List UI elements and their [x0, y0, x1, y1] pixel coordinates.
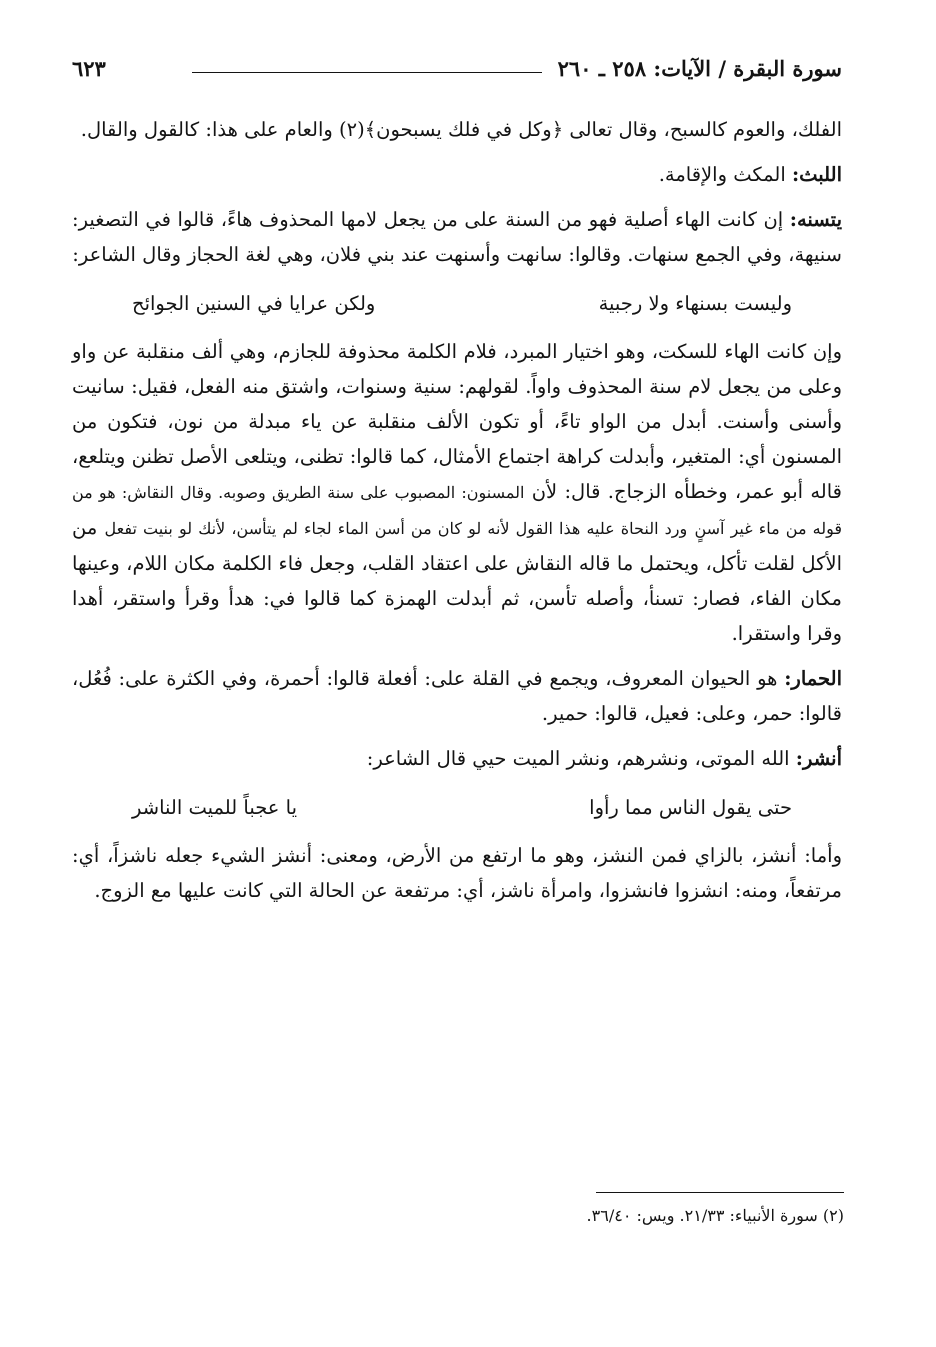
text-line: الكثرة على: فُعُل، قالوا: حمر، وعلى: فعيل، قالوا: حمير. [72, 667, 842, 725]
text-line: الفعل، فقيل: سانيت وأسنى وأسنت. أبدل من الواو تاءً، أو تكون الألف منقلبة عن ياء [72, 375, 842, 433]
text-line: من الأكل لقلت تأكل، ويحتمل ما قاله النقاش على اعتقاد القلب، وجعل فاء الكلمة مكان [72, 516, 843, 575]
text-line: قالوا: تظنى، ويتلعى الأصل تظنن ويتلعع، قاله أبو عمر، وخطأه الزجاج. قال: لأن [72, 445, 842, 503]
verse-first-hemistich: حتى يقول الناس مما رأوا [589, 796, 792, 819]
text-line: وإن كانت الهاء للسكت، وهو اختيار المبرد، فلام الكلمة محذوفة للجازم، وهي ألف [191, 340, 842, 363]
text-line: منقلبة عن واو وعلى من يجعل لام سنة المحذوف واواً. لقولهم: سنية وسنوات، واشتق منه [72, 340, 842, 398]
text-line: مبدلة من نون، فتكون من المسنون أي: المتغير، وأبدلت كراهة اجتماع الأمثال، كما [72, 410, 842, 468]
text-line: هو الحيوان المعروف، ويجمع في القلة على: أفعلة قالوا: أحمرة، وفي [222, 667, 785, 690]
text-line: المسنون: المصبوب على سنة الطريق وصوبه. وقال النقاش: هو من قوله من ماء غير آسنٍ [72, 483, 843, 538]
surah-verse-heading: سورة البقرة / الآيات: ٢٥٨ ـ ٢٦٠ [557, 56, 842, 81]
footnote-rule [596, 1192, 844, 1193]
text-line: ورد النحاة عليه هذا القول لأنه لو كان من أسن الماء لجاء لم يتأسن، لأنك لو بنيت تفعل [104, 519, 688, 538]
text-line: ناشزاً، أي: مرتفعاً، ومنه: انشزوا فانشزوا، وامرأة ناشز، أي: مرتفعة عن الحالة التي [72, 844, 842, 902]
text-line: كالقول والقال. [80, 118, 200, 141]
footnote: (٢) سورة الأنبياء: ٢١/٣٣. ويس: ٣٦/٤٠. [586, 1206, 844, 1225]
text-line: وهي لغة الحجاز وقال الشاعر: [72, 243, 314, 266]
running-header [72, 52, 842, 88]
paragraph-falak [72, 112, 842, 147]
term-heading: اللبث: [791, 163, 842, 186]
text-line: إن كانت الهاء أصلية فهو من السنة على من يجعل لامها المحذوف هاءً، [220, 208, 790, 231]
header-rule [192, 72, 542, 73]
text-line: الله الموتى، ونشرهم، ونشر الميت حيي قال الشاعر: [366, 747, 796, 770]
main-text [72, 112, 842, 908]
paragraph-yatasannah [72, 202, 842, 272]
paragraph-ansharr [72, 741, 842, 776]
text-line: كانت عليها مع الزوج. [94, 879, 263, 902]
term-heading: الحمار: [784, 667, 842, 690]
text-line: قالوا في التصغير: سنيهة، وفي الجمع سنهات. وقالوا: سانهت وأسنهت عند بني فلان، [72, 208, 842, 266]
verse-first-hemistich: وليست بسنهاء ولا رجبية [598, 292, 792, 315]
text-line: المكث والإقامة. [658, 163, 792, 186]
text-line: وأما: أنشز، بالزاي فمن النشز، وهو ما ارتفع من الأرض، ومعنى: أنشز الشيء جعله [164, 844, 842, 867]
paragraph-labth [72, 157, 842, 192]
term-heading: أنشر: [795, 747, 842, 770]
paragraph-anshaz [72, 838, 842, 908]
poetry-verse [72, 286, 842, 322]
page-number: ٦٢٣ [72, 56, 106, 81]
paragraph-himar [72, 661, 842, 731]
term-heading: يتسنه: [789, 208, 842, 231]
poetry-verse [72, 790, 842, 826]
verse-second-hemistich: يا عجباً للميت الناشر [132, 796, 297, 819]
paragraph-ha-sakt [72, 334, 842, 651]
verse-second-hemistich: ولكن عرايا في السنين الجوائح [132, 292, 376, 315]
text-line: اللام، وعينها مكان الفاء، فصار: تسنأ، وأصله تأسن، ثم أبدلت الهمزة كما قالوا في: هدأ [72, 552, 842, 610]
text-line: الفلك، والعوم كالسبح، وقال تعالى ﴿وكل في فلك يسبحون﴾(٢) والعام على هذا: [205, 118, 842, 141]
text-line: وقرأ واستقر، أهدا وقرا واستقرا. [72, 587, 842, 645]
